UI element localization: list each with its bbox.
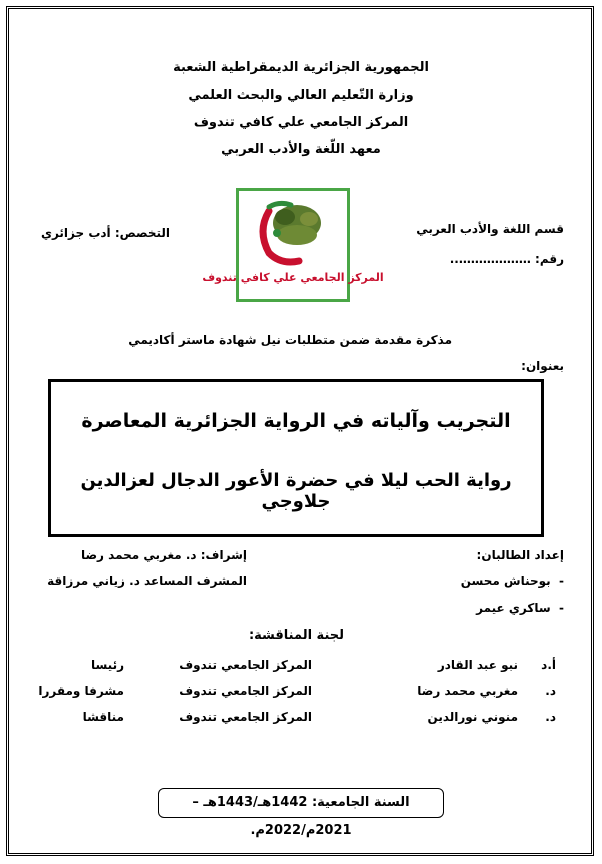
number-label: رقم: ……………….. (449, 252, 564, 266)
member-name: مغربي محمد رضا (417, 684, 518, 698)
university-emblem-icon (202, 191, 384, 299)
university-logo (202, 188, 384, 302)
member-name: نبو عبد القادر (437, 658, 518, 672)
department-label: قسم اللغة والأدب العربي (416, 222, 564, 236)
students-label: إعداد الطالبان: (476, 548, 564, 562)
student-name: ساكري عيمر (476, 601, 551, 615)
student-item: - بوحناش محسن (460, 574, 564, 588)
member-role: رئيسا (90, 658, 124, 672)
logo-caption: المركز الجامعي علي كافي تندوف (202, 271, 384, 284)
member-name: منوني نورالدين (427, 710, 518, 724)
specialty-label: التخصص: أدب جزائري (40, 226, 170, 240)
thesis-title-line2: رواية الحب ليلا في حضرة الأعور الدجال لعزالدين جلاوجي (80, 470, 512, 512)
title-label: بعنوان: (521, 359, 564, 373)
member-institution: المركز الجامعي تندوف (179, 710, 312, 724)
member-title: أ.د (541, 658, 556, 672)
header-institute: معهد اللّغة والأدب العربي (221, 142, 381, 157)
member-role: مناقشا (82, 710, 124, 724)
member-institution: المركز الجامعي تندوف (179, 684, 312, 698)
member-role: مشرفا ومقررا (38, 684, 124, 698)
thesis-title-line1: التجريب وآلياته في الرواية الجزائرية المعاصرة (81, 410, 511, 432)
assistant-supervisor: المشرف المساعد د. زياني مرزاقة (47, 574, 247, 588)
member-title: د. (545, 710, 556, 724)
supervisor-label: إشراف: د. مغربي محمد رضا (80, 548, 247, 562)
member-title: د. (545, 684, 556, 698)
memo-text: مذكرة مقدمة ضمن متطلبات نيل شهادة ماستر أكاديمي (128, 333, 452, 347)
header-center: المركز الجامعي علي كافي تندوف (193, 115, 409, 130)
academic-year: السنة الجامعية: 1442هـ/1443هـ –2021م/2022م. (158, 788, 444, 818)
thesis-title-box (48, 379, 544, 537)
header-republic: الجمهورية الجزائرية الديمقراطية الشعبة (173, 60, 429, 75)
committee-label: لجنة المناقشة: (248, 628, 344, 643)
member-institution: المركز الجامعي تندوف (179, 658, 312, 672)
header-ministry: وزارة التّعليم العالي والبحث العلمي (188, 88, 414, 103)
student-item: - ساكري عيمر (476, 601, 564, 615)
student-name: بوحناش محسن (460, 574, 551, 588)
